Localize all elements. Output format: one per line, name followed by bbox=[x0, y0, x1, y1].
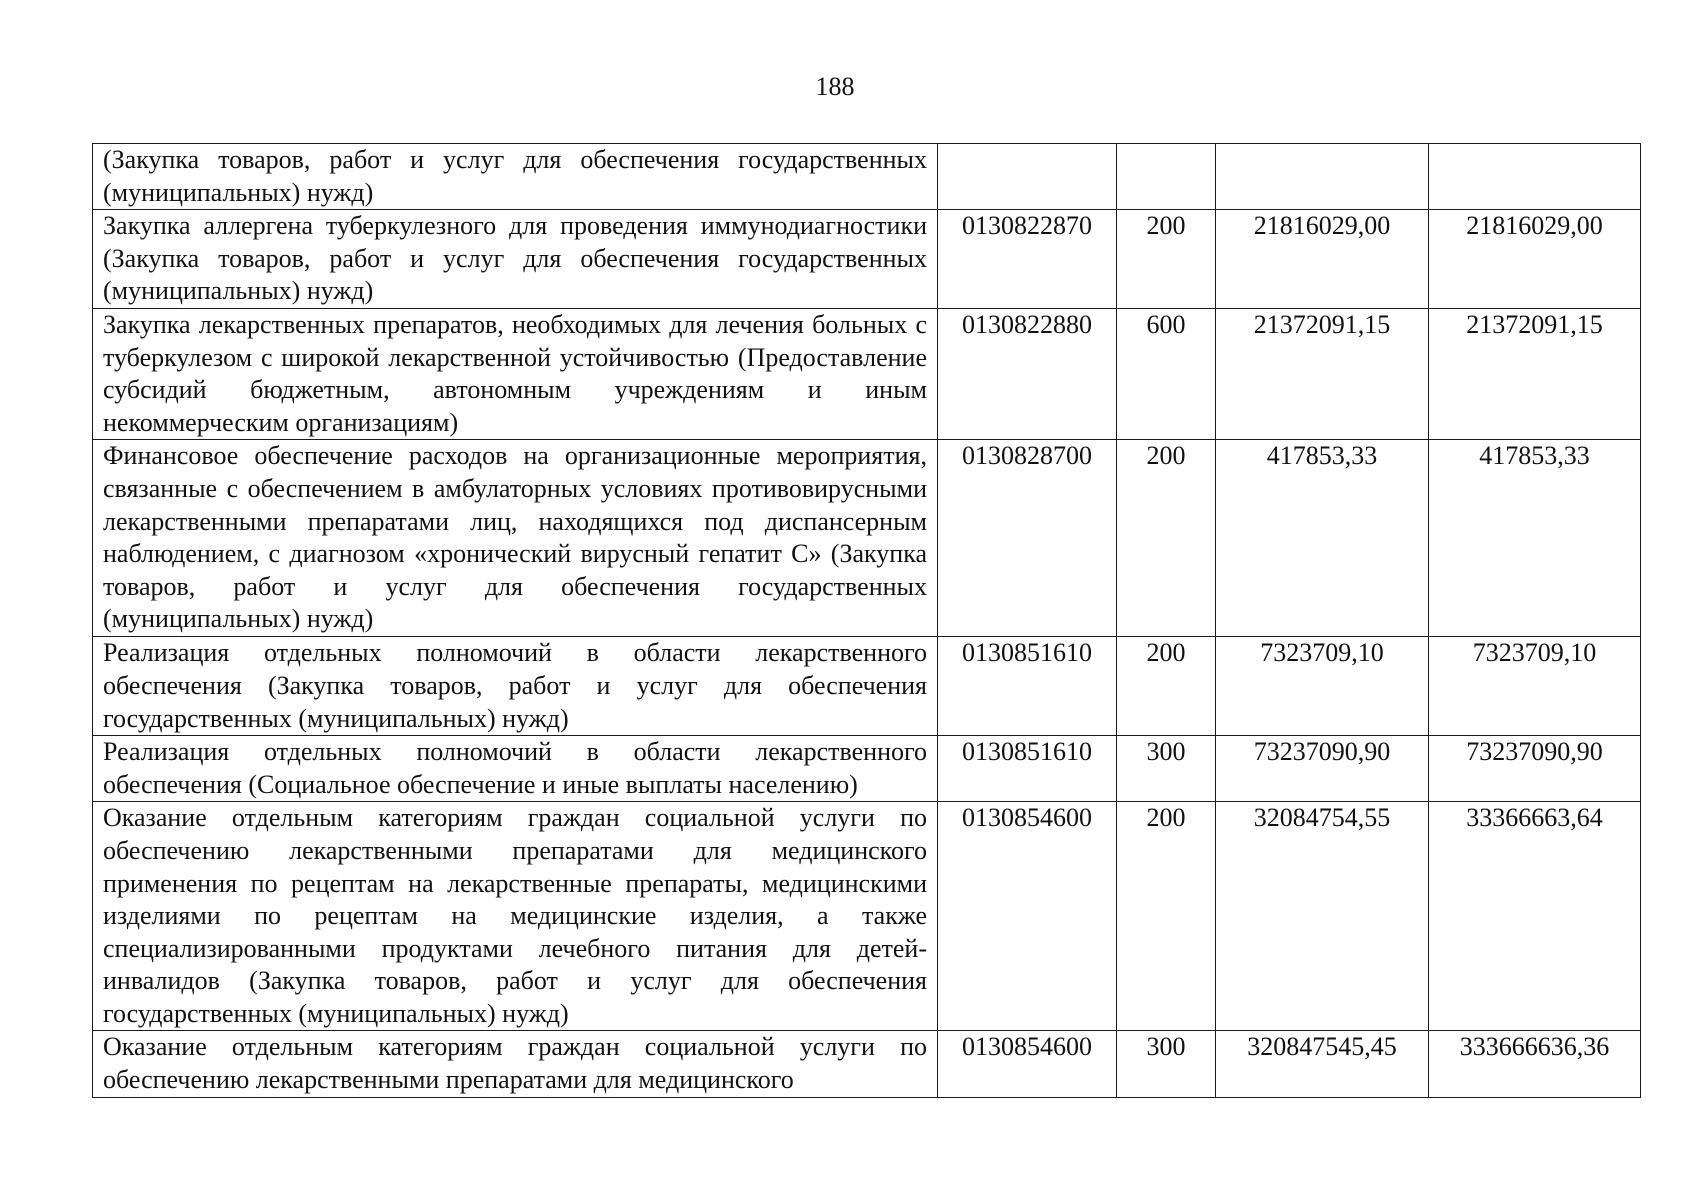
row-amount-year1 bbox=[1216, 144, 1429, 210]
row-amount-year1: 320847545,45 bbox=[1216, 1031, 1429, 1097]
row-expense-type: 200 bbox=[1117, 210, 1216, 309]
row-amount-year2: 21372091,15 bbox=[1429, 308, 1641, 439]
row-expense-type: 200 bbox=[1117, 440, 1216, 637]
row-expense-type: 200 bbox=[1117, 802, 1216, 1031]
row-amount-year1: 21372091,15 bbox=[1216, 308, 1429, 439]
row-target-code: 0130851610 bbox=[938, 736, 1117, 802]
row-target-code: 0130828700 bbox=[938, 440, 1117, 637]
row-description: Реализация отдельных полномочий в области лекарственного обеспечения (Социальное обеспечение и иные выплаты населению) bbox=[93, 736, 938, 802]
row-amount-year2: 33366663,64 bbox=[1429, 802, 1641, 1031]
row-description: (Закупка товаров, работ и услуг для обеспечения государственных (муниципальных) нужд) bbox=[93, 144, 938, 210]
row-description: Оказание отдельным категориям граждан социальной услуги по обеспечению лекарственными препаратами для медицинского применения по рецептам на лекарственные препараты, медицинскими изделиями по рецептам на медицинские изделия, а также специализированными продуктами лечебного питания для детей-инвалидов (Закупка товаров, работ и услуг для обеспечения государственных (муниципальных) нужд) bbox=[93, 802, 938, 1031]
row-amount-year1: 73237090,90 bbox=[1216, 736, 1429, 802]
row-amount-year2: 417853,33 bbox=[1429, 440, 1641, 637]
table-row bbox=[93, 144, 1641, 210]
row-target-code: 0130854600 bbox=[938, 1031, 1117, 1097]
table-row bbox=[93, 802, 1641, 1031]
row-description: Финансовое обеспечение расходов на организационные мероприятия, связанные с обеспечением в амбулаторных условиях противовирусными лекарственными препаратами лиц, находящихся под диспансерным наблюдением, с диагнозом «хронический вирусный гепатит С» (Закупка товаров, работ и услуг для обеспечения государственных (муниципальных) нужд) bbox=[93, 440, 938, 637]
row-amount-year2: 7323709,10 bbox=[1429, 637, 1641, 736]
row-description: Оказание отдельным категориям граждан социальной услуги по обеспечению лекарственными препаратами для медицинского bbox=[93, 1031, 938, 1097]
row-target-code bbox=[938, 144, 1117, 210]
table-row bbox=[93, 736, 1641, 802]
row-amount-year2: 333666636,36 bbox=[1429, 1031, 1641, 1097]
row-amount-year1: 21816029,00 bbox=[1216, 210, 1429, 309]
row-expense-type: 200 bbox=[1117, 637, 1216, 736]
row-target-code: 0130822870 bbox=[938, 210, 1117, 309]
row-description: Закупка аллергена туберкулезного для проведения иммунодиагностики (Закупка товаров, работ и услуг для обеспечения государственных (муниципальных) нужд) bbox=[93, 210, 938, 309]
row-amount-year1: 417853,33 bbox=[1216, 440, 1429, 637]
page-number: 188 bbox=[815, 72, 855, 101]
budget-table bbox=[92, 143, 1641, 1098]
row-amount-year1: 7323709,10 bbox=[1216, 637, 1429, 736]
row-target-code: 0130822880 bbox=[938, 308, 1117, 439]
table-row bbox=[93, 210, 1641, 309]
table-row bbox=[93, 440, 1641, 637]
table-row bbox=[93, 1031, 1641, 1097]
row-expense-type: 300 bbox=[1117, 736, 1216, 802]
row-amount-year2: 73237090,90 bbox=[1429, 736, 1641, 802]
row-expense-type: 300 bbox=[1117, 1031, 1216, 1097]
row-amount-year2: 21816029,00 bbox=[1429, 210, 1641, 309]
row-description: Закупка лекарственных препаратов, необходимых для лечения больных с туберкулезом с широкой лекарственной устойчивостью (Предоставление субсидий бюджетным, автономным учреждениям и иным некоммерческим организациям) bbox=[93, 308, 938, 439]
row-expense-type bbox=[1117, 144, 1216, 210]
row-target-code: 0130854600 bbox=[938, 802, 1117, 1031]
row-description: Реализация отдельных полномочий в области лекарственного обеспечения (Закупка товаров, работ и услуг для обеспечения государственных (муниципальных) нужд) bbox=[93, 637, 938, 736]
row-expense-type: 600 bbox=[1117, 308, 1216, 439]
row-amount-year2 bbox=[1429, 144, 1641, 210]
row-target-code: 0130851610 bbox=[938, 637, 1117, 736]
table-row bbox=[93, 637, 1641, 736]
table-row bbox=[93, 308, 1641, 439]
row-amount-year1: 32084754,55 bbox=[1216, 802, 1429, 1031]
